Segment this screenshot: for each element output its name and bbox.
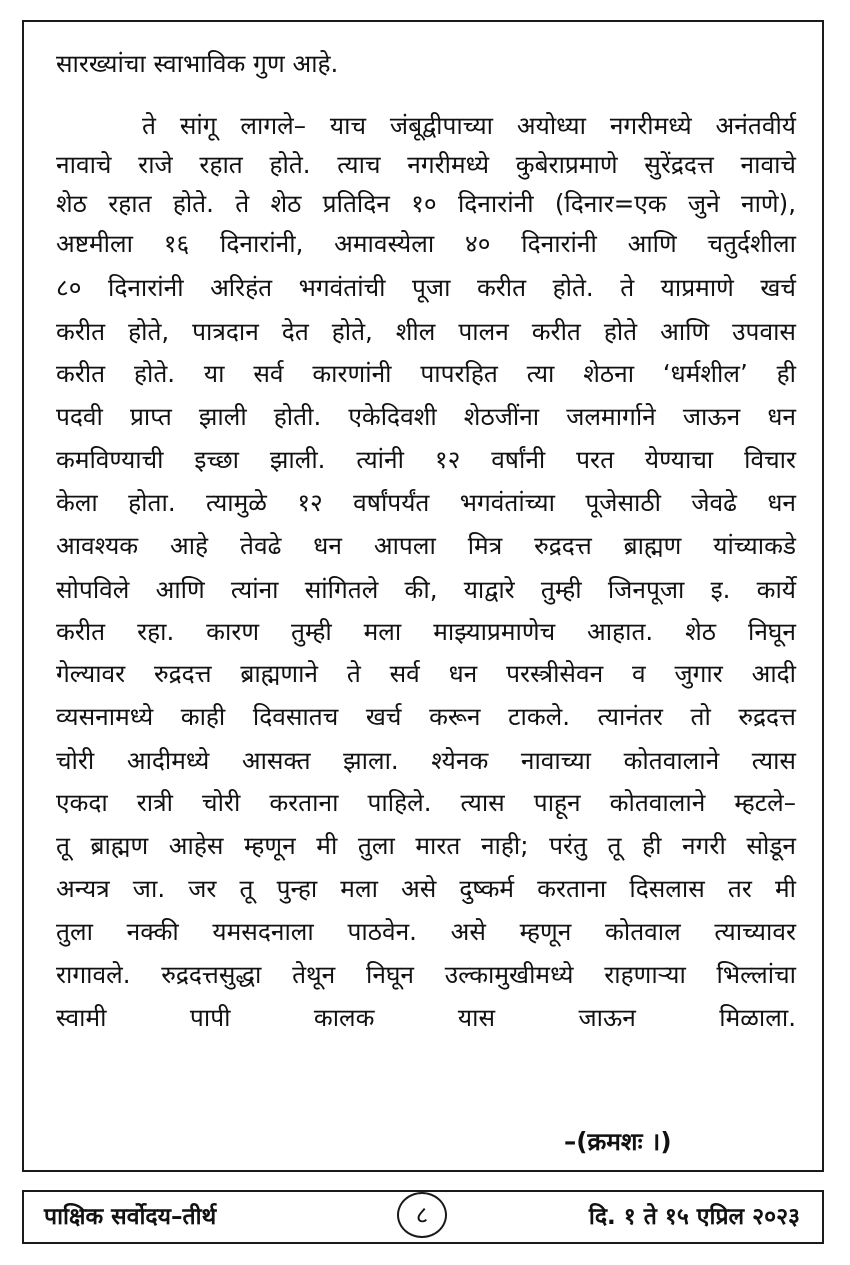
to-be-continued: –(क्रमशः ।) <box>564 1127 672 1156</box>
text-line: पदवी प्राप्त झाली होती. एकेदिवशी शेठजींना जलमार्गाने जाऊन धन <box>56 402 796 431</box>
text-line: सारख्यांचा स्वाभाविक गुण आहे. <box>56 49 339 78</box>
text-line: चोरी आदीमध्ये आसक्त झाला. श्येनक नावाच्या कोतवालाने त्यास <box>56 746 796 775</box>
text-line: तू ब्राह्मण आहेस म्हणून मी तुला मारत नाही; परंतु तू ही नगरी सोडून <box>56 831 796 860</box>
text-line: शेठ रहात होते. ते शेठ प्रतिदिन १० दिनारांनी (दिनार=एक जुने नाणे), <box>56 189 796 218</box>
text-line: ८० दिनारांनी अरिहंत भगवंतांची पूजा करीत होते. ते याप्रमाणे खर्च <box>56 273 796 302</box>
text-line <box>56 1041 796 1081</box>
publication-name: पाक्षिक सर्वोदय–तीर्थ <box>44 1204 217 1230</box>
page-footer <box>22 1190 824 1244</box>
text-line: रागावले. रुद्रदत्तसुद्धा तेथून निघून उल्कामुखीमध्ये राहणाऱ्या भिल्लांचा <box>56 960 796 989</box>
text-line: सोपविले आणि त्यांना सांगितले की, याद्वारे तुम्ही जिनपूजा इ. कार्ये <box>56 575 796 604</box>
page-number: ८ <box>397 1192 447 1238</box>
text-line: व्यसनामध्ये काही दिवसातच खर्च करून टाकले. त्यानंतर तो रुद्रदत्त <box>56 702 796 731</box>
text-line: कमविण्याची इच्छा झाली. त्यांनी १२ वर्षांनी परत येण्याचा विचार <box>56 445 796 474</box>
text-line: अष्टमीला १६ दिनारांनी, अमावस्येला ४० दिनारांनी आणि चतुर्दशीला <box>56 229 796 258</box>
text-line: एकदा रात्री चोरी करताना पाहिले. त्यास पाहून कोतवालाने म्हटले– <box>56 788 796 817</box>
text-line: तुला नक्की यमसदनाला पाठवेन. असे म्हणून कोतवाल त्याच्यावर <box>56 917 796 946</box>
text-line: नावाचे राजे रहात होते. त्याच नगरीमध्ये कुबेराप्रमाणे सुरेंद्रदत्त नावाचे <box>56 150 796 179</box>
text-line: केला होता. त्यामुळे १२ वर्षांपर्यंत भगवंतांच्या पूजेसाठी जेवढे धन <box>56 488 796 517</box>
text-line: करीत होते, पात्रदान देत होते, शील पालन करीत होते आणि उपवास <box>56 317 796 346</box>
text-line: स्वामी पापी कालक यास जाऊन मिळाला. <box>56 1003 796 1032</box>
issue-date: दि. १ ते १५ एप्रिल २०२३ <box>588 1204 800 1230</box>
article-box <box>22 20 824 1172</box>
text-line: ते सांगू लागले– याच जंबूद्वीपाच्या अयोध्या नगरीमध्ये अनंतवीर्य <box>142 111 796 140</box>
text-line: आवश्यक आहे तेवढे धन आपला मित्र रुद्रदत्त ब्राह्मण यांच्याकडे <box>56 531 796 560</box>
text-line: करीत रहा. कारण तुम्ही मला माझ्याप्रमाणेच आहात. शेठ निघून <box>56 617 796 646</box>
text-line: करीत होते. या सर्व कारणांनी पापरहित त्या शेठना ‘धर्मशील’ ही <box>56 359 796 388</box>
text-line: अन्यत्र जा. जर तू पुन्हा मला असे दुष्कर्म करताना दिसलास तर मी <box>56 874 796 903</box>
text-line: गेल्यावर रुद्रदत्त ब्राह्मणाने ते सर्व धन परस्त्रीसेवन व जुगार आदी <box>56 659 796 688</box>
